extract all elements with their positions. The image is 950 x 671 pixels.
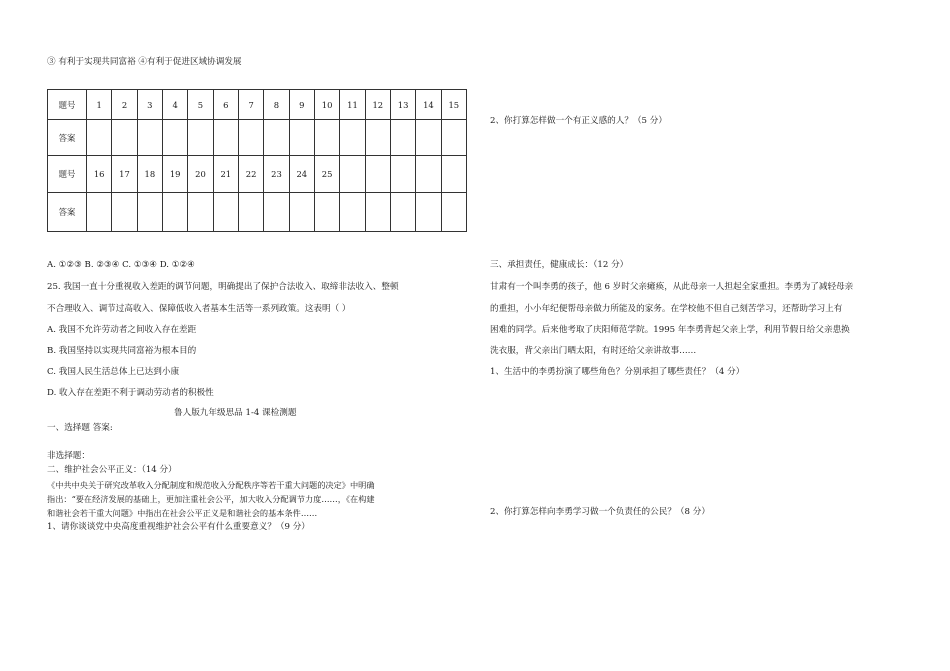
section-3-para-line3: 困难的同学。后来他考取了庆阳师范学院。1995 年李勇背起父亲上学，利用节假日给父亲患换 — [490, 325, 850, 335]
table-cell-number: 22 — [238, 156, 263, 193]
options-line: ③ 有利于实现共同富裕 ④有利于促进区域协调发展 — [47, 57, 242, 67]
answer-sheet-title: 鲁人版九年级思品 1-4 课检测题 — [174, 408, 297, 418]
answer-cell[interactable] — [162, 193, 187, 232]
table-cell-number: 4 — [162, 90, 187, 120]
answer-cell[interactable] — [390, 193, 415, 232]
table-cell-label: 题号 — [48, 156, 87, 193]
section-2-heading: 二、维护社会公平正义：（14 分） — [47, 465, 177, 475]
answer-cell[interactable] — [365, 193, 390, 232]
table-cell-number: 16 — [87, 156, 112, 193]
answer-cell[interactable] — [340, 120, 365, 156]
table-cell-number: 7 — [238, 90, 263, 120]
answer-cell[interactable] — [441, 120, 466, 156]
section-nonchoice-heading: 非选择题： — [47, 451, 90, 461]
table-cell-number: 12 — [365, 90, 390, 120]
answer-cell[interactable] — [390, 120, 415, 156]
table-cell-number — [390, 156, 415, 193]
answer-cell[interactable] — [213, 193, 238, 232]
section-3-para-line4: 洗衣服，背父亲出门晒太阳，有时还给父亲讲故事…… — [490, 346, 697, 356]
answer-cell[interactable] — [162, 120, 187, 156]
section-3-heading: 三、承担责任，健康成长：（12 分） — [490, 260, 629, 270]
table-cell-number — [441, 156, 466, 193]
table-cell-number: 19 — [162, 156, 187, 193]
answer-cell[interactable] — [289, 193, 314, 232]
section-2-para-line1: 《中共中央关于研究改革收入分配制度和规范收入分配秩序等若干重大问题的决定》中明确 — [47, 480, 375, 490]
q25-option-d: D. 收入存在差距不利于调动劳动者的积极性 — [47, 388, 214, 398]
answer-cell[interactable] — [365, 120, 390, 156]
table-cell-label: 题号 — [48, 90, 87, 120]
section-3-para-line1: 甘肃有一个叫李勇的孩子，他 6 岁时父亲瘫痪，从此母亲一人担起全家重担。李勇为了减轻母亲 — [490, 282, 854, 292]
section-2-para-line2: 指出：“要在经济发展的基础上，更加注重社会公平，加大收入分配调节力度……，《在构建 — [47, 494, 375, 504]
table-cell-number: 20 — [188, 156, 213, 193]
table-row — [48, 90, 467, 120]
table-cell-number: 24 — [289, 156, 314, 193]
table-cell-number — [365, 156, 390, 193]
q24-choices: A. ①②③ B. ②③④ C. ①③④ D. ①②④ — [47, 260, 195, 270]
answer-cell[interactable] — [213, 120, 238, 156]
q25-stem-line2: 不合理收入、调节过高收入、保障低收入者基本生活等一系列政策。这表明（ ） — [47, 304, 351, 314]
table-cell-number: 25 — [314, 156, 339, 193]
table-cell-number: 23 — [264, 156, 289, 193]
q25-option-b: B. 我国坚持以实现共同富裕为根本目的 — [47, 346, 197, 356]
answer-cell[interactable] — [264, 120, 289, 156]
answer-cell[interactable] — [188, 193, 213, 232]
answer-cell[interactable] — [112, 120, 137, 156]
table-cell-number: 17 — [112, 156, 137, 193]
table-cell-number: 3 — [137, 90, 162, 120]
q25-option-c: C. 我国人民生活总体上已达到小康 — [47, 367, 180, 377]
table-row — [48, 193, 467, 232]
table-cell-number: 5 — [188, 90, 213, 120]
answer-cell[interactable] — [416, 193, 441, 232]
answer-grid-table — [47, 89, 467, 232]
table-cell-number: 21 — [213, 156, 238, 193]
q25-option-a: A. 我国不允许劳动者之间收入存在差距 — [47, 325, 197, 335]
answer-cell[interactable] — [188, 120, 213, 156]
table-cell-number: 13 — [390, 90, 415, 120]
table-cell-label: 答案 — [48, 193, 87, 232]
answer-cell[interactable] — [289, 120, 314, 156]
section-2-para-line3: 和谐社会若干重大问题》中指出在社会公平正义是和谐社会的基本条件…… — [47, 508, 318, 518]
answer-cell[interactable] — [238, 193, 263, 232]
table-cell-number: 6 — [213, 90, 238, 120]
question-3-1: 1、生活中的李勇扮演了哪些角色？分别承担了哪些责任？（4 分） — [490, 367, 745, 377]
section-choice-answers: 一、选择题 答案: — [47, 423, 113, 433]
answer-cell[interactable] — [441, 193, 466, 232]
table-cell-number: 15 — [441, 90, 466, 120]
answer-cell[interactable] — [314, 120, 339, 156]
q25-stem-line1: 25. 我国一直十分重视收入差距的调节问题，明确提出了保护合法收入、取缔非法收入、整顿 — [47, 282, 399, 292]
table-cell-number — [340, 156, 365, 193]
answer-cell[interactable] — [314, 193, 339, 232]
answer-cell[interactable] — [340, 193, 365, 232]
table-row — [48, 156, 467, 193]
table-cell-number: 8 — [264, 90, 289, 120]
table-cell-number: 10 — [314, 90, 339, 120]
question-3-2: 2、你打算怎样向李勇学习做一个负责任的公民？（8 分） — [490, 507, 710, 517]
table-cell-number: 14 — [416, 90, 441, 120]
question-2-1: 1、请你谈谈党中央高度重视维护社会公平有什么重要意义？（9 分） — [47, 522, 310, 532]
answer-cell[interactable] — [112, 193, 137, 232]
table-cell-number: 2 — [112, 90, 137, 120]
table-cell-number — [416, 156, 441, 193]
table-cell-number: 1 — [87, 90, 112, 120]
table-cell-number: 11 — [340, 90, 365, 120]
section-3-para-line2: 的重担，小小年纪便帮母亲做力所能及的家务。在学校他不但自己刻苦学习，还帮助学习上有 — [490, 304, 843, 314]
table-cell-label: 答案 — [48, 120, 87, 156]
answer-cell[interactable] — [416, 120, 441, 156]
answer-cell[interactable] — [137, 193, 162, 232]
question-2-2: 2、你打算怎样做一个有正义感的人？（5 分） — [490, 116, 667, 126]
answer-cell[interactable] — [87, 193, 112, 232]
table-cell-number: 18 — [137, 156, 162, 193]
answer-cell[interactable] — [87, 120, 112, 156]
answer-cell[interactable] — [238, 120, 263, 156]
answer-cell[interactable] — [137, 120, 162, 156]
table-row — [48, 120, 467, 156]
table-cell-number: 9 — [289, 90, 314, 120]
answer-cell[interactable] — [264, 193, 289, 232]
